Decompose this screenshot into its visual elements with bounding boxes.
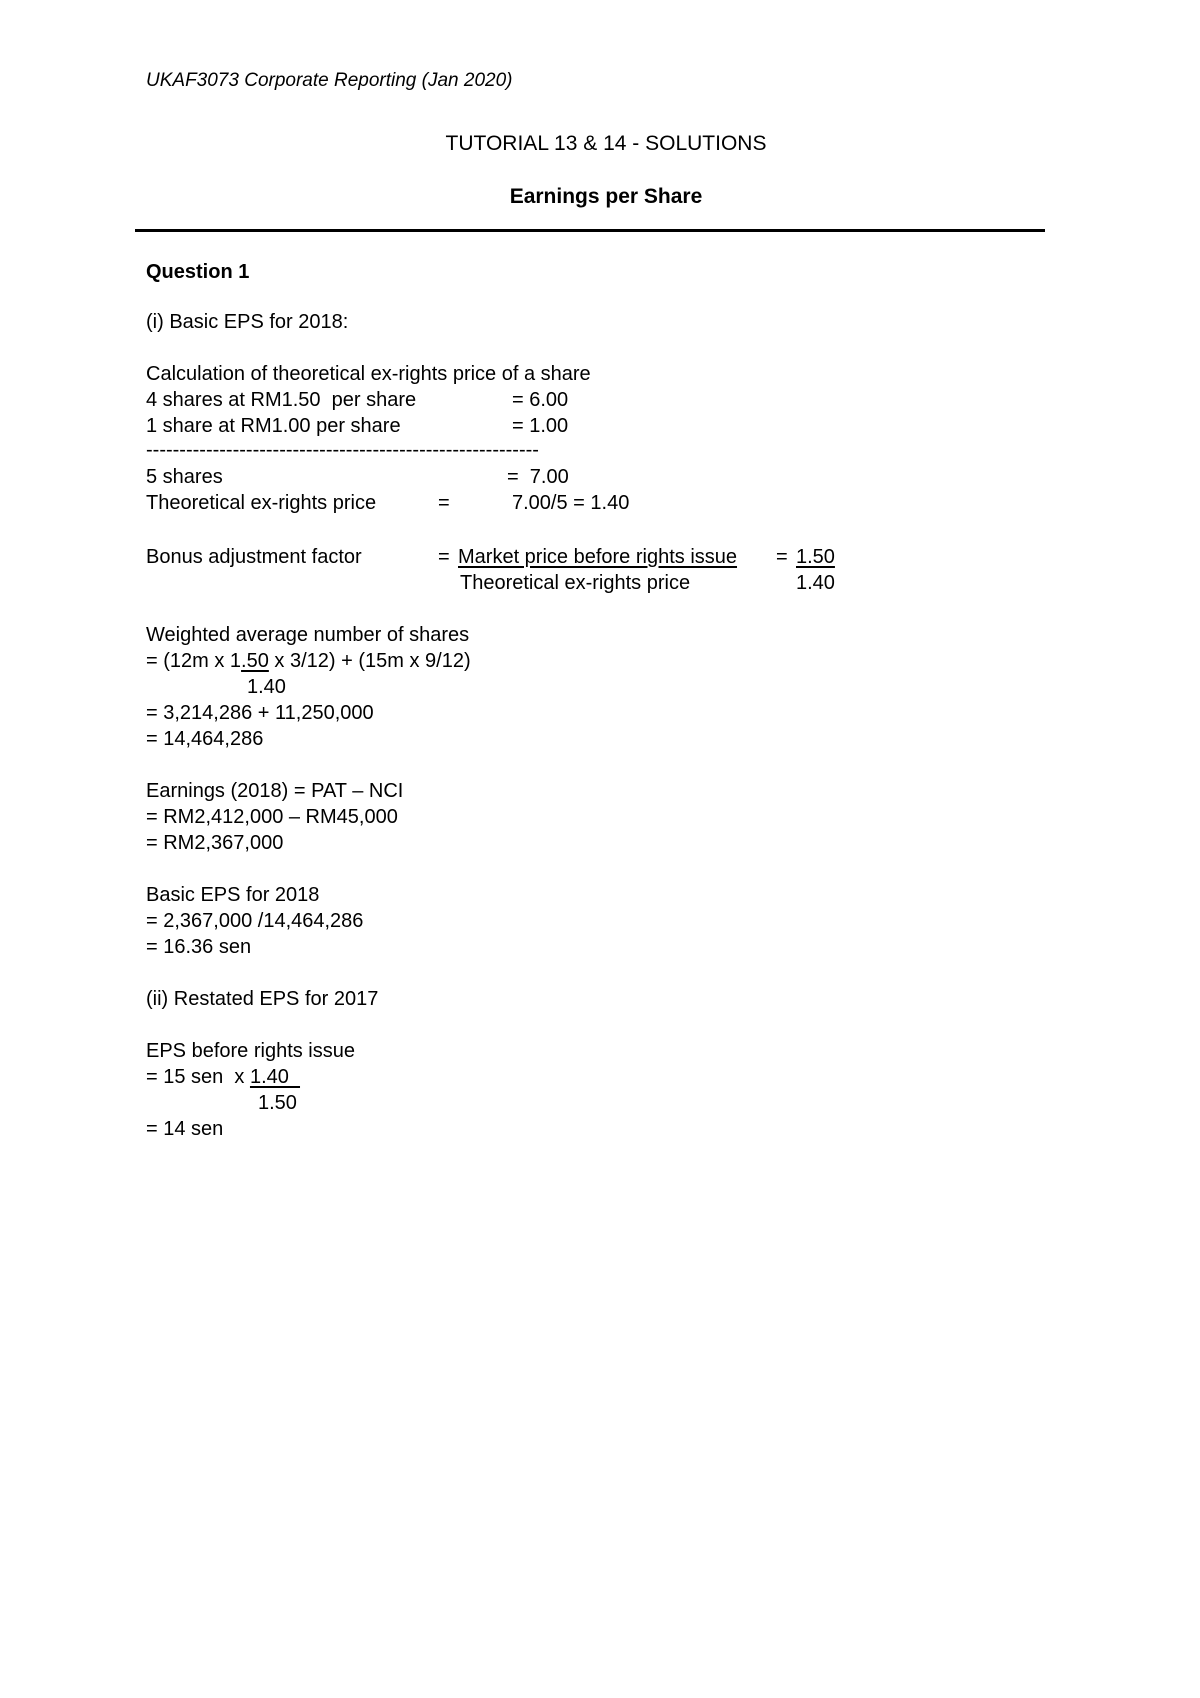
baf-denominator-text: Theoretical ex-rights price: [460, 572, 691, 594]
title-divider: [135, 229, 1045, 232]
basic-eps-line1: = 2,367,000 /14,464,286: [146, 910, 364, 932]
terp-heading: Calculation of theoretical ex-rights price of a share: [146, 363, 591, 385]
terp-result-value: 7.00/5 = 1.40: [512, 492, 630, 514]
restated-line3: = 14 sen: [146, 1118, 224, 1140]
terp-result-label: Theoretical ex-rights price: [146, 492, 377, 514]
wans-heading: Weighted average number of shares: [146, 624, 470, 646]
terp-row2-value: = 1.00: [512, 415, 569, 437]
terp-result-equals: =: [438, 492, 450, 514]
restated-heading: EPS before rights issue: [146, 1040, 355, 1062]
earnings-line2: = RM2,367,000: [146, 832, 284, 854]
question-heading: Question 1: [146, 261, 250, 283]
wans-line3: = 3,214,286 + 11,250,000: [146, 702, 374, 724]
wans-line2: 1.40: [247, 676, 286, 698]
page-title: TUTORIAL 13 & 14 - SOLUTIONS: [445, 132, 767, 155]
part-ii-heading: (ii) Restated EPS for 2017: [146, 988, 379, 1010]
baf-numerator-text: Market price before rights issue: [458, 546, 738, 568]
terp-total-label: 5 shares: [146, 466, 223, 488]
restated-line1: = 15 sen x 1.40: [146, 1066, 301, 1088]
part-i-heading: (i) Basic EPS for 2018:: [146, 311, 349, 333]
basic-eps-line2: = 16.36 sen: [146, 936, 252, 958]
baf-equals-2: =: [776, 546, 788, 568]
terp-total-value: = 7.00: [507, 466, 569, 488]
basic-eps-heading: Basic EPS for 2018: [146, 884, 320, 906]
baf-denominator-value: 1.40: [796, 572, 835, 594]
terp-row2-label: 1 share at RM1.00 per share: [146, 415, 401, 437]
wans-line4: = 14,464,286: [146, 728, 264, 750]
course-header: UKAF3073 Corporate Reporting (Jan 2020): [146, 70, 513, 91]
baf-numerator-value: 1.50: [796, 546, 835, 568]
dashed-separator: -----------------------------------------------------------: [146, 439, 539, 461]
earnings-heading: Earnings (2018) = PAT – NCI: [146, 780, 404, 802]
page-subtitle: Earnings per Share: [509, 185, 703, 208]
earnings-line1: = RM2,412,000 – RM45,000: [146, 806, 398, 828]
baf-equals: =: [438, 546, 450, 568]
terp-row1-label: 4 shares at RM1.50 per share: [146, 389, 417, 411]
restated-line2: 1.50: [258, 1092, 297, 1114]
wans-line1: = (12m x 1.50 x 3/12) + (15m x 9/12): [146, 650, 471, 672]
baf-label: Bonus adjustment factor: [146, 546, 362, 568]
terp-row1-value: = 6.00: [512, 389, 569, 411]
